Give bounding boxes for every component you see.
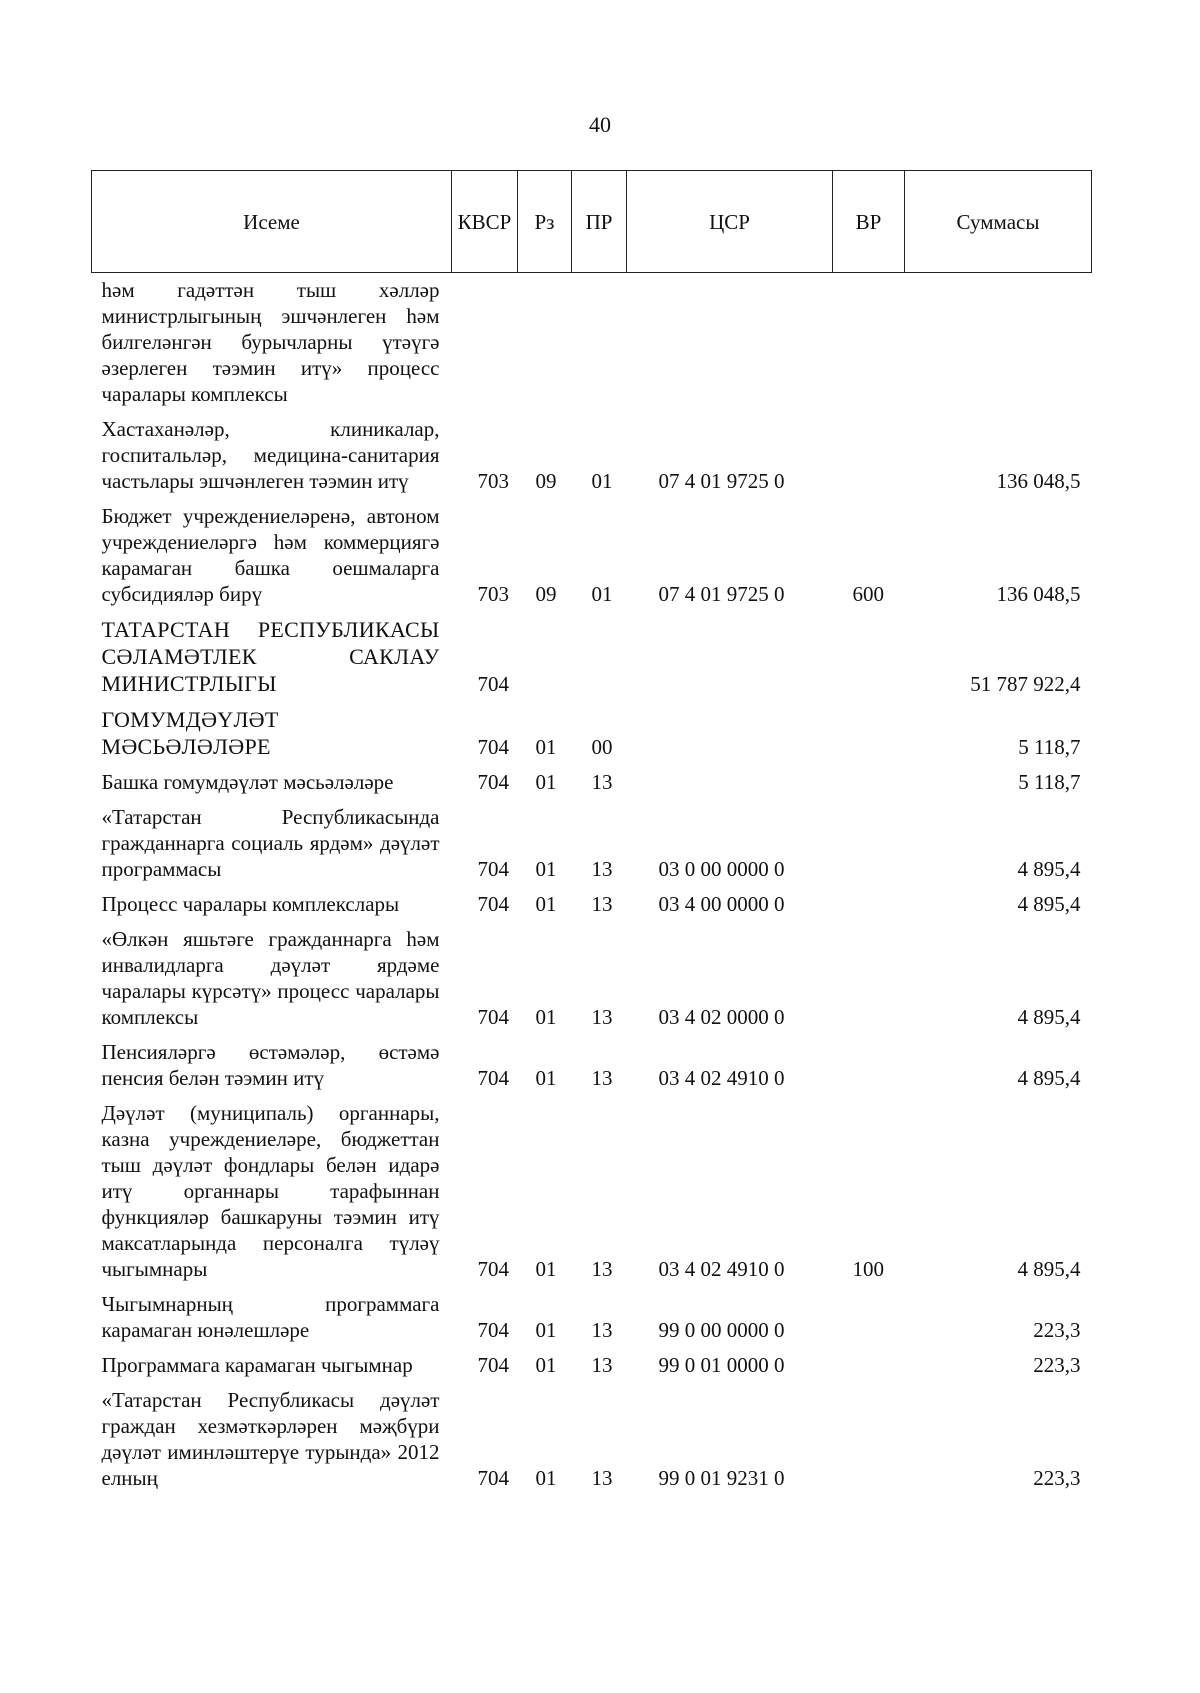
row-pr: 13 [591, 770, 613, 794]
row-kvsr: 704 [477, 857, 509, 881]
row-rz: 09 [535, 582, 557, 606]
table-row [92, 273, 1092, 411]
budget-table [91, 170, 1092, 1494]
row-rz: 01 [535, 1005, 557, 1029]
row-pr: 13 [591, 892, 613, 916]
row-rz: 01 [535, 770, 557, 794]
row-name: «Татарстан Республикасында гражданнарга социаль ярдәм» дәүләт программасы [101, 805, 440, 881]
header-vr: ВР [833, 171, 905, 273]
row-sum: 4 895,4 [1017, 1257, 1081, 1281]
row-name: ГОМУМДӘҮЛӘТ МӘСЬӘЛӘЛӘРЕ [101, 707, 279, 759]
row-pr: 13 [591, 1318, 613, 1342]
page-number: 40 [589, 112, 611, 137]
row-pr [572, 610, 627, 700]
row-pr [572, 273, 627, 411]
row-sum: 4 895,4 [1017, 892, 1081, 916]
row-sum [905, 273, 1092, 411]
row-name: Дәүләт (муниципаль) органнары, казна учреждениеләре, бюджеттан тыш дәүләт фондлары белән идарә итү органнары тарафыннан функцияләр башкаруны тәэмин итү максатларында персоналга түләү чыгымнары [101, 1101, 440, 1281]
row-kvsr: 704 [477, 1318, 509, 1342]
row-kvsr: 704 [477, 1466, 509, 1490]
header-pr: ПР [572, 171, 627, 273]
row-pr: 13 [591, 857, 613, 881]
row-pr: 13 [591, 1066, 613, 1090]
row-rz: 01 [535, 1318, 557, 1342]
row-kvsr: 704 [477, 672, 509, 696]
row-rz: 01 [535, 892, 557, 916]
row-kvsr: 704 [477, 735, 509, 759]
table-row [92, 1094, 1092, 1285]
row-kvsr: 703 [477, 582, 509, 606]
row-csr [627, 273, 833, 411]
table-row [92, 610, 1092, 700]
row-csr [627, 763, 833, 798]
row-pr: 01 [591, 582, 613, 606]
row-rz: 01 [535, 857, 557, 881]
row-kvsr: 704 [477, 1257, 509, 1281]
header-name: Исеме [92, 171, 452, 273]
row-vr [833, 763, 905, 798]
row-vr [833, 610, 905, 700]
table-header-row [92, 171, 1092, 273]
row-rz: 09 [535, 469, 557, 493]
row-sum: 51 787 922,4 [970, 672, 1081, 696]
row-rz: 01 [535, 1066, 557, 1090]
row-name: Бюджет учреждениеләренә, автоном учреждениеләргә һәм коммерциягә карамаган башка оешмаларга субсидияләр бирү [101, 504, 440, 606]
row-kvsr: 703 [477, 469, 509, 493]
row-name: Программага карамаган чыгымнар [101, 1353, 413, 1377]
row-csr: 03 4 02 4910 0 [658, 1257, 785, 1281]
table-row [92, 920, 1092, 1033]
row-name: Пенсияләргә өстәмәләр, өстәмә пенсия белән тәэмин итү [101, 1040, 440, 1090]
row-pr: 13 [591, 1466, 613, 1490]
row-sum: 4 895,4 [1017, 1005, 1081, 1029]
row-csr: 07 4 01 9725 0 [658, 469, 785, 493]
table-row [92, 1346, 1092, 1381]
row-sum: 136 048,5 [996, 469, 1081, 493]
row-sum: 4 895,4 [1017, 857, 1081, 881]
row-name: Хастаханәләр, клиникалар, госпитальләр, медицина-санитария частьлары эшчәнлеген тәэмин итү [101, 417, 440, 493]
row-csr: 03 4 00 0000 0 [658, 892, 785, 916]
row-vr [833, 410, 905, 497]
header-rz: Рз [518, 171, 572, 273]
row-vr: 100 [852, 1257, 884, 1281]
row-sum: 223,3 [1033, 1318, 1081, 1342]
row-name: һәм гадәттән тыш хәлләр министрлыгының эшчәнлеген һәм билгеләнгән бурычларны үтәүгә әзерлеген тәэмин итү» процесс чаралары комплексы [101, 278, 440, 406]
table-row [92, 497, 1092, 610]
row-vr [833, 1381, 905, 1494]
row-vr [833, 1285, 905, 1346]
row-rz [518, 273, 572, 411]
table-row [92, 798, 1092, 885]
row-kvsr: 704 [477, 1353, 509, 1377]
row-csr: 99 0 01 0000 0 [658, 1353, 785, 1377]
row-vr [833, 1346, 905, 1381]
row-rz: 01 [535, 1353, 557, 1377]
row-sum: 4 895,4 [1017, 1066, 1081, 1090]
table-row [92, 1285, 1092, 1346]
row-name: «Өлкән яшьтәге гражданнарга һәм инвалидларга дәүләт ярдәме чаралары күрсәтү» процесс чаралары комплексы [101, 927, 440, 1029]
header-csr: ЦСР [627, 171, 833, 273]
row-vr [833, 273, 905, 411]
row-csr: 99 0 01 9231 0 [658, 1466, 785, 1490]
row-rz: 01 [535, 1466, 557, 1490]
row-vr [833, 798, 905, 885]
row-pr: 13 [591, 1005, 613, 1029]
row-csr: 03 4 02 4910 0 [658, 1066, 785, 1090]
table-row [92, 410, 1092, 497]
row-csr: 07 4 01 9725 0 [658, 582, 785, 606]
row-pr: 01 [591, 469, 613, 493]
row-csr: 03 4 02 0000 0 [658, 1005, 785, 1029]
row-name: Процесс чаралары комплекслары [101, 892, 400, 916]
row-pr: 13 [591, 1257, 613, 1281]
row-csr [627, 700, 833, 763]
header-kvsr: КВСР [452, 171, 518, 273]
row-name: Башка гомумдәүләт мәсьәләләре [101, 770, 394, 794]
row-rz [518, 610, 572, 700]
row-vr [833, 885, 905, 920]
row-sum: 136 048,5 [996, 582, 1081, 606]
row-sum: 5 118,7 [1018, 735, 1081, 759]
row-name: ТАТАРСТАН РЕСПУБЛИКАСЫ СӘЛАМӘТЛЕК САКЛАУ МИНИСТРЛЫГЫ [101, 617, 440, 696]
row-name: Чыгымнарның программага карамаган юнәлешләре [101, 1292, 440, 1342]
row-vr: 600 [852, 582, 884, 606]
table-row [92, 700, 1092, 763]
table-row [92, 763, 1092, 798]
table-row [92, 1381, 1092, 1494]
row-csr [627, 610, 833, 700]
row-csr: 03 0 00 0000 0 [658, 857, 785, 881]
row-name: «Татарстан Республикасы дәүләт граждан хезмәткәрләрен мәҗбүри дәүләт иминләштерүе турында» 2012 елның [101, 1388, 440, 1490]
row-kvsr [452, 273, 518, 411]
row-kvsr: 704 [477, 1005, 509, 1029]
row-vr [833, 700, 905, 763]
row-kvsr: 704 [477, 770, 509, 794]
table-row [92, 1033, 1092, 1094]
row-sum: 5 118,7 [1018, 770, 1081, 794]
row-sum: 223,3 [1033, 1353, 1081, 1377]
row-kvsr: 704 [477, 1066, 509, 1090]
table-row [92, 885, 1092, 920]
row-kvsr: 704 [477, 892, 509, 916]
row-csr: 99 0 00 0000 0 [658, 1318, 785, 1342]
row-vr [833, 920, 905, 1033]
row-pr: 13 [591, 1353, 613, 1377]
row-rz: 01 [535, 735, 557, 759]
row-sum: 223,3 [1033, 1466, 1081, 1490]
row-pr: 00 [591, 735, 613, 759]
header-sum: Суммасы [905, 171, 1092, 273]
row-rz: 01 [535, 1257, 557, 1281]
row-vr [833, 1033, 905, 1094]
